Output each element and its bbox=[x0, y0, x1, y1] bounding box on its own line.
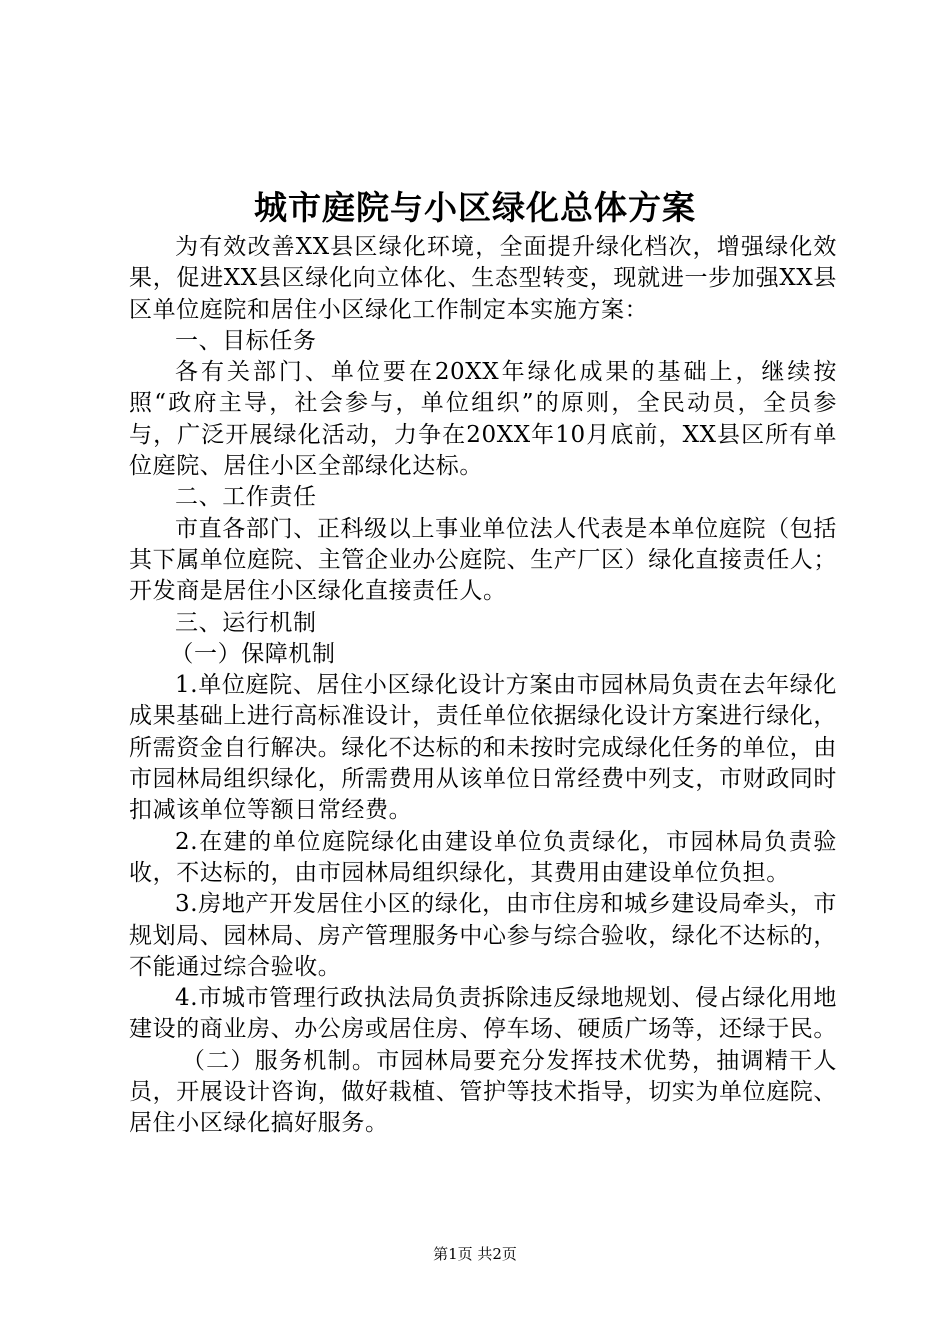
section-heading-goals: 一、目标任务 bbox=[175, 327, 317, 354]
intro-paragraph: 为有效改善XX县区绿化环境，全面提升绿化档次，增强绿化效果，促进XX县区绿化向立体化、生态型转变，现就进一步加强XX县区单位庭院和居住小区绿化工作制定本实施方案： bbox=[129, 234, 837, 323]
section-heading-responsibility: 二、工作责任 bbox=[175, 484, 317, 511]
section-heading-mechanism: 三、运行机制 bbox=[175, 609, 317, 636]
page-number: 第1页 共2页 bbox=[433, 1245, 517, 1263]
subsection-heading-guarantee: （一）保障机制 bbox=[170, 640, 336, 667]
mechanism-item-1: 1.单位庭院、居住小区绿化设计方案由市园林局负责在去年绿化成果基础上进行高标准设计，责任单位依据绿化设计方案进行绿化，所需资金自行解决。绿化不达标的和未按时完成绿化任务的单位，由市园林局组织绿化，所需费用从该单位日常经费中列支，市财政同时扣减该单位等额日常经费。 bbox=[129, 672, 837, 824]
mechanism-item-3: 3.房地产开发居住小区的绿化，由市住房和城乡建设局牵头，市规划局、园林局、房产管理服务中心参与综合验收，绿化不达标的，不能通过综合验收。 bbox=[129, 891, 837, 980]
goals-paragraph: 各有关部门、单位要在20XX年绿化成果的基础上，继续按照“政府主导，社会参与，单位组织”的原则，全民动员，全员参与，广泛开展绿化活动，力争在20XX年10月底前，XX县区所有单位庭院、居住小区全部绿化达标。 bbox=[129, 359, 837, 480]
service-mechanism-paragraph: （二）服务机制。市园林局要充分发挥技术优势，抽调精干人员，开展设计咨询，做好栽植、管护等技术指导，切实为单位庭院、居住小区绿化搞好服务。 bbox=[129, 1047, 837, 1137]
responsibility-paragraph: 市直各部门、正科级以上事业单位法人代表是本单位庭院（包括其下属单位庭院、主管企业办公庭院、生产厂区）绿化直接责任人；开发商是居住小区绿化直接责任人。 bbox=[129, 515, 837, 605]
mechanism-item-2: 2.在建的单位庭院绿化由建设单位负责绿化，市园林局负责验收，不达标的，由市园林局组织绿化，其费用由建设单位负担。 bbox=[129, 828, 837, 886]
mechanism-item-4: 4.市城市管理行政执法局负责拆除违反绿地规划、侵占绿化用地建设的商业房、办公房或居住房、停车场、硬质广场等，还绿于民。 bbox=[129, 985, 837, 1043]
document-body bbox=[129, 232, 837, 1140]
document-title: 城市庭院与小区绿化总体方案 bbox=[254, 188, 696, 227]
